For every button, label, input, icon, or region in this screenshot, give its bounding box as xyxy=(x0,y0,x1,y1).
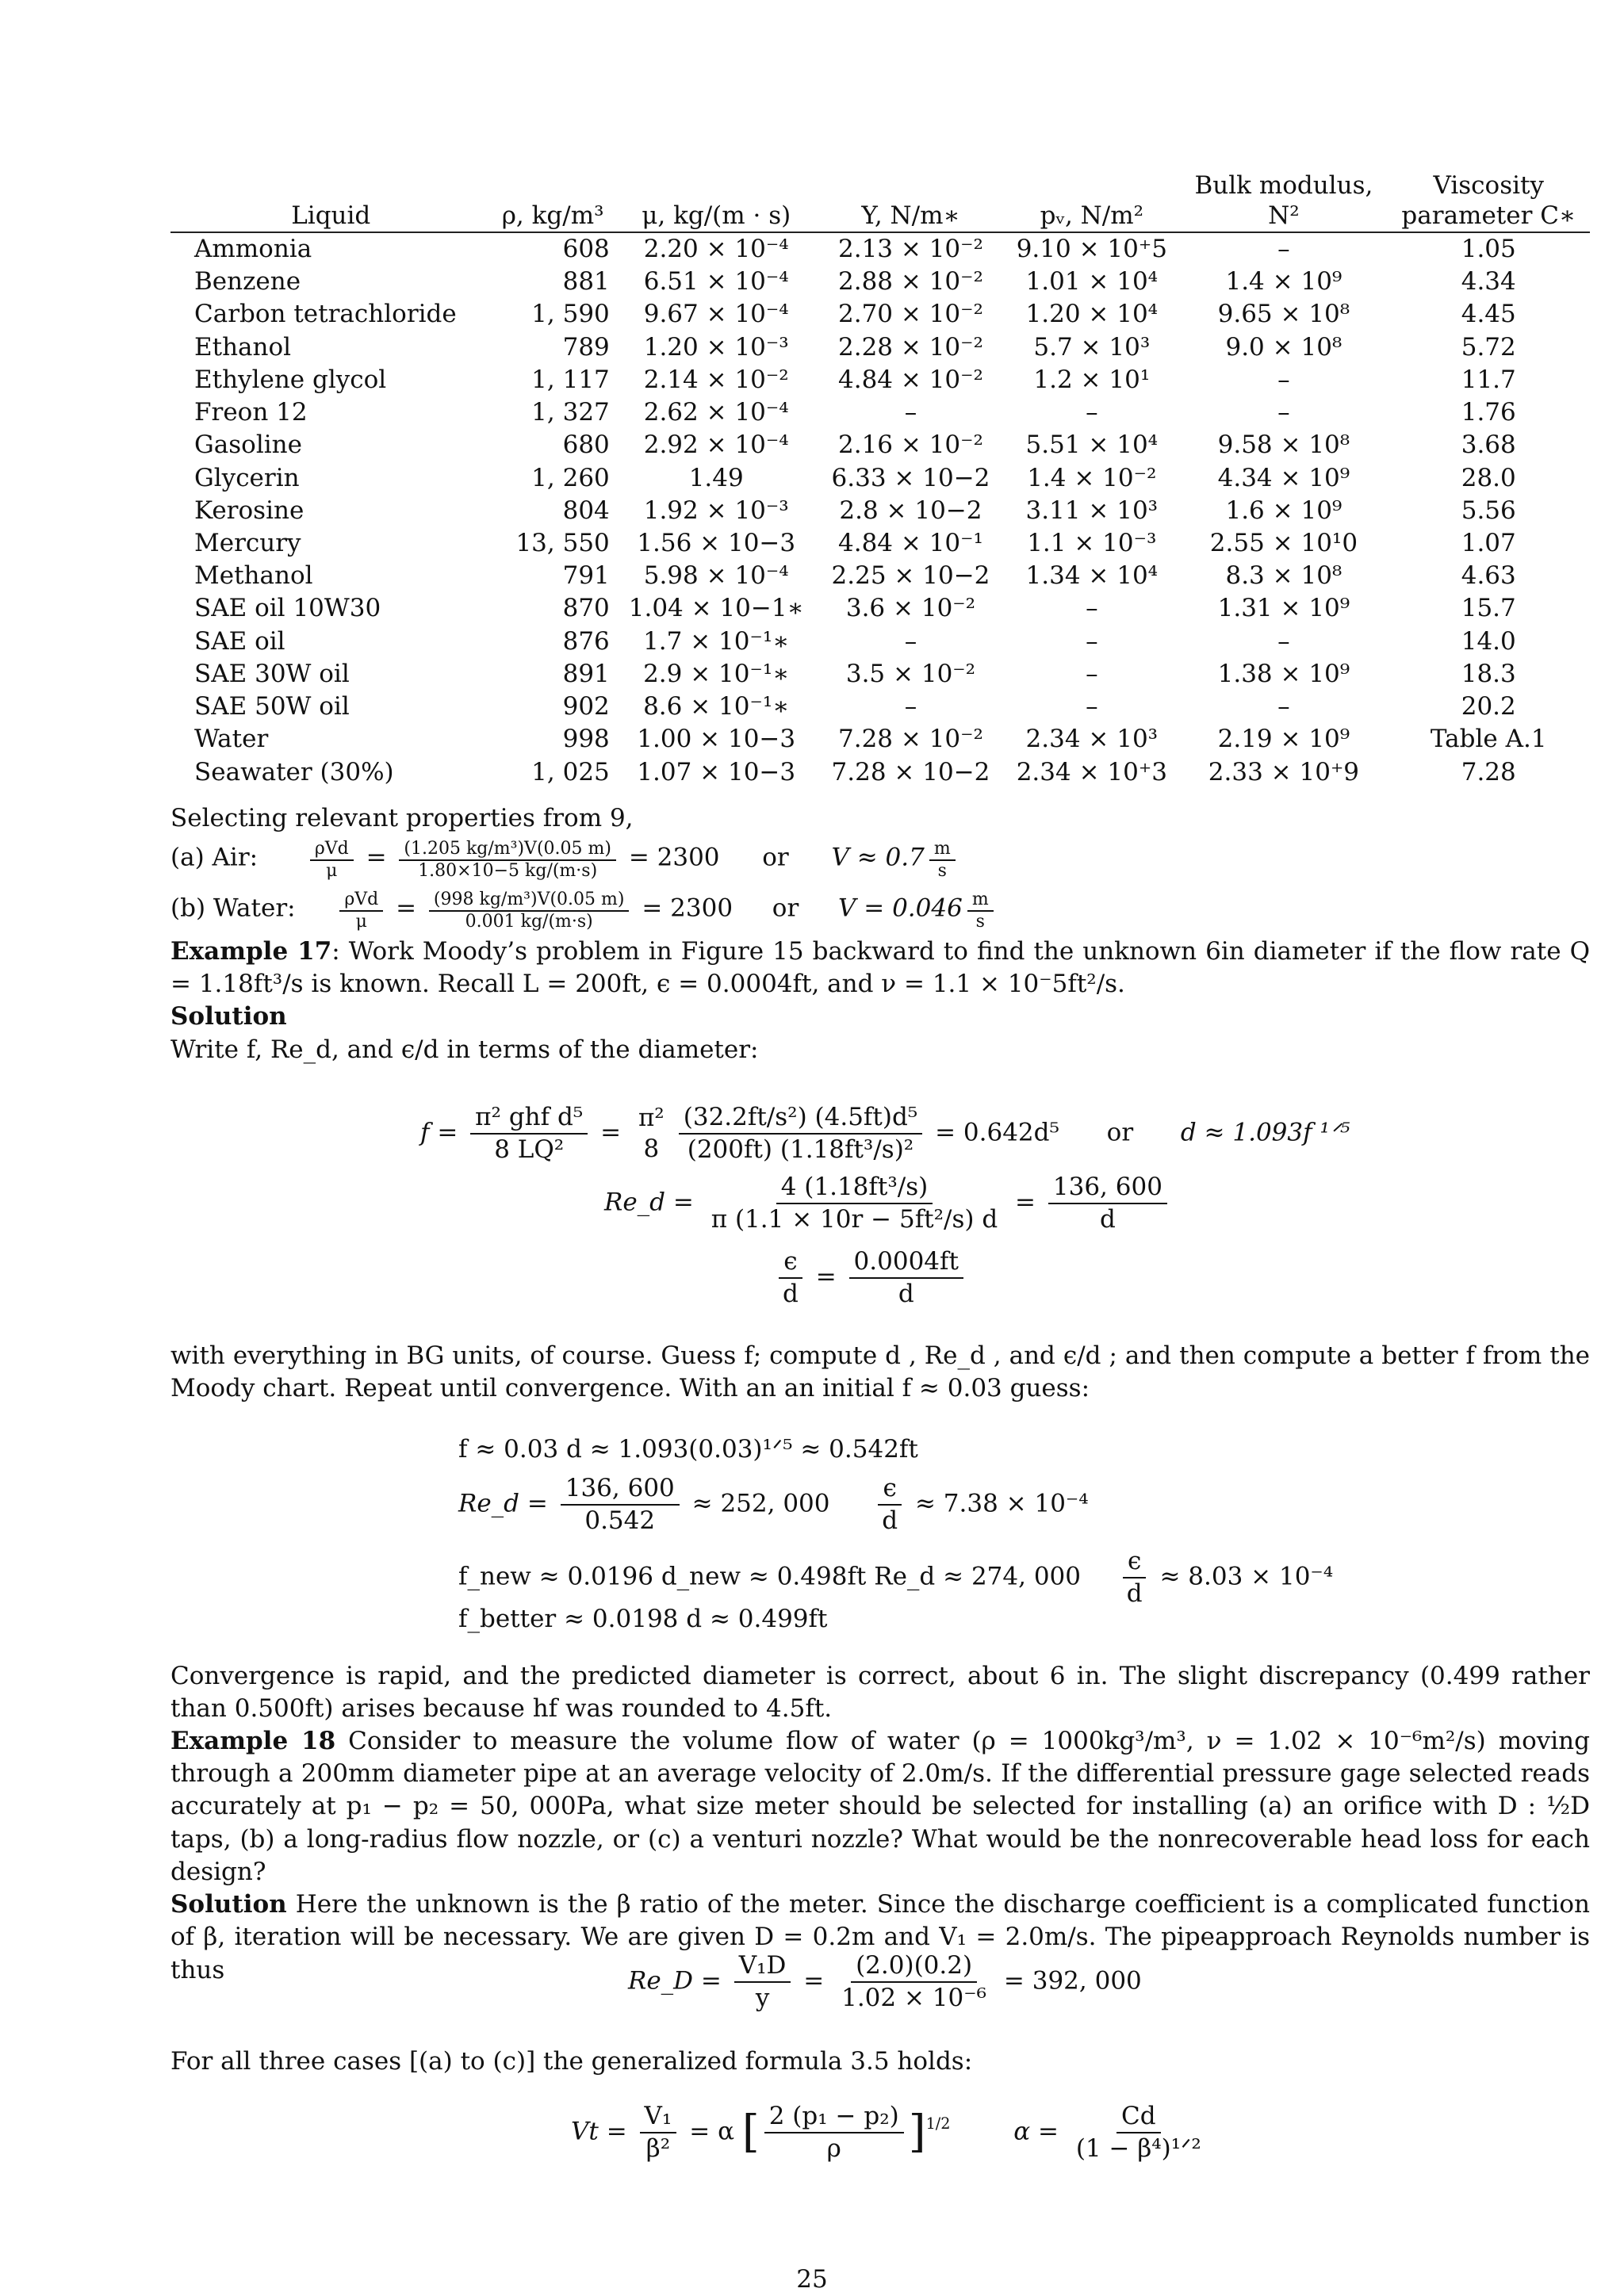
cell-rho: 1, 117 xyxy=(531,365,610,394)
cell-liquid: SAE 50W oil xyxy=(194,692,350,721)
cell-liquid: SAE oil xyxy=(194,626,285,656)
cell-y: 2.13 × 10⁻² xyxy=(838,235,983,263)
air-unit-fraction xyxy=(929,839,956,882)
header-liquid: Liquid xyxy=(291,201,371,231)
cell-pv: 2.34 × 10³ xyxy=(1025,725,1159,754)
reynolds-D-equation: Re_D = $\frac{\text{V₁D}}{y}$ = $\frac{(2.0)(0.2)}{\text{1.02 × 10⁻⁶}}$ = 392, 000 xyxy=(628,1951,1142,2012)
eps-fraction-2 xyxy=(849,1246,963,1310)
cell-visc: 14.0 xyxy=(1461,626,1516,656)
cell-bulk: – xyxy=(1277,398,1290,427)
cell-pv: 1.2 × 10¹ xyxy=(1033,365,1151,394)
header-visc-line2: parameter C∗ xyxy=(1401,201,1576,231)
f-result: = 0.642d⁵ xyxy=(935,1118,1059,1147)
cell-y: 7.28 × 10−2 xyxy=(831,757,990,786)
cell-rho: 998 xyxy=(562,725,610,754)
air-equation: (a) Air: $\frac{\text{ρVd}}{\mu}$ = $\frac{\text{(1.205 kg/m³)V(0.05 m)}}{1.80\times 10-5 kg/(m\cdot s)}$ = 2300 or V ≈ 0.7 $\frac{m}{s}$ xyxy=(170,839,960,882)
header-bulk-line1: Bulk modulus, xyxy=(1194,170,1373,200)
air-result: = 2300 xyxy=(628,843,720,872)
table-row xyxy=(170,266,1590,298)
eps-fraction-1 xyxy=(778,1246,803,1310)
cell-pv: 2.34 × 10⁺3 xyxy=(1016,757,1167,786)
cell-pv: – xyxy=(1086,626,1098,656)
cell-visc: 11.7 xyxy=(1461,365,1516,394)
header-bulk-line2: N² xyxy=(1268,201,1300,231)
air-unit-den: s xyxy=(937,861,947,882)
table-row xyxy=(170,626,1590,658)
cell-pv: 1.1 × 10⁻³ xyxy=(1027,528,1157,557)
table-row xyxy=(170,723,1590,756)
cell-rho: 789 xyxy=(562,332,610,362)
water-rvd-num: ρVd xyxy=(339,890,383,912)
it3-text: f_new ≈ 0.0196 d_new ≈ 0.498ft Re_d ≈ 274, 000 xyxy=(458,1562,1081,1591)
air-rvd-den: μ xyxy=(326,861,338,882)
f-fraction-1 xyxy=(470,1102,588,1165)
cell-y: 2.8 × 10−2 xyxy=(839,496,982,525)
vt-fraction xyxy=(640,2101,677,2164)
f-d-relation: d ≈ 1.093f ¹ᐟ⁵ xyxy=(1180,1118,1350,1147)
cell-bulk: – xyxy=(1277,235,1290,263)
table-row xyxy=(170,592,1590,625)
liquid-properties-table xyxy=(170,166,1590,789)
table-row xyxy=(170,527,1590,560)
cell-y: 2.28 × 10⁻² xyxy=(838,332,983,362)
cell-pv: – xyxy=(1086,398,1098,427)
table-row xyxy=(170,298,1590,331)
cell-mu: 1.20 × 10⁻³ xyxy=(643,332,789,362)
cell-bulk: 2.33 × 10⁺9 xyxy=(1208,757,1360,786)
cell-mu: 2.14 × 10⁻² xyxy=(643,365,789,394)
cell-pv: 5.7 × 10³ xyxy=(1033,332,1151,362)
f-lhs: f = xyxy=(420,1118,458,1147)
cell-visc: 4.63 xyxy=(1461,561,1516,591)
cell-pv: 1.01 × 10⁴ xyxy=(1025,267,1159,297)
cell-bulk: 9.0 × 10⁸ xyxy=(1225,332,1342,362)
cell-rho: 804 xyxy=(562,496,610,525)
vt-num: V₁ xyxy=(640,2101,677,2133)
cell-pv: 1.20 × 10⁴ xyxy=(1025,300,1159,329)
cell-mu: 1.04 × 10−1∗ xyxy=(628,594,804,623)
example-17-title: Example 17 xyxy=(170,937,332,966)
cell-pv: 1.4 × 10⁻² xyxy=(1027,463,1157,492)
cell-liquid: Glycerin xyxy=(194,463,300,492)
air-label: (a) Air: xyxy=(170,843,259,872)
vt-den: β² xyxy=(645,2133,671,2163)
red-den: y xyxy=(755,1983,770,2012)
cell-mu: 2.62 × 10⁻⁴ xyxy=(643,398,789,427)
f-pre-num: π² xyxy=(638,1104,665,1132)
it2-den: 0.542 xyxy=(584,1506,656,1535)
cell-y: – xyxy=(904,692,917,721)
red-num: V₁D xyxy=(734,1950,791,1983)
cell-liquid: Water xyxy=(194,725,269,754)
cell-y: – xyxy=(904,398,917,427)
cell-mu: 1.07 × 10−3 xyxy=(637,757,796,786)
vt-bnum: 2 (p₁ − p₂) xyxy=(764,2101,904,2133)
cell-rho: 680 xyxy=(562,430,610,460)
re-lhs: Re_d = xyxy=(604,1188,694,1217)
red-den2: 1.02 × 10⁻⁶ xyxy=(841,1983,987,2012)
eps-num: ϵ xyxy=(779,1246,802,1279)
cell-liquid: Ammonia xyxy=(194,235,312,263)
table-row xyxy=(170,756,1590,789)
bg-units-paragraph: with everything in BG units, of course. Guess f; compute d , Re_d , and ϵ/d ; and then compute a better f from the Moody chart. Repeat until convergence. With an an initial f ≈ 0.03 guess: xyxy=(170,1341,1590,1403)
table-row xyxy=(170,429,1590,461)
cell-bulk: 4.34 × 10⁹ xyxy=(1217,463,1350,492)
header-bulk xyxy=(1180,166,1387,232)
cell-mu: 1.7 × 10⁻¹∗ xyxy=(643,626,790,656)
cell-bulk: 1.38 × 10⁹ xyxy=(1217,659,1350,688)
example-18-body: Consider to measure the volume flow of water (ρ = 1000kg³/m³, ν = 1.02 × 10⁻⁶m²/s) moving through a 200mm diameter pipe at an average velocity of 2.0m/s. If the differential pressure gage selected reads accurately at p₁ − p₂ = 50, 000Pa, what size meter should be selected for installing (a) an orifice with D : ½D taps, (b) a long-radius flow nozzle, or (c) a venturi nozzle? What would be the nonrecoverable head loss for each design? xyxy=(170,1727,1590,1886)
it2-lhs: Re_d = xyxy=(458,1489,548,1518)
header-pv: pᵥ, N/m² xyxy=(1040,201,1144,231)
cell-rho: 1, 025 xyxy=(531,757,610,786)
header-y: Y, N/m∗ xyxy=(861,201,960,231)
air-value-fraction xyxy=(399,839,616,882)
re-fraction-2 xyxy=(1048,1172,1167,1235)
iteration-2 xyxy=(458,1473,1089,1536)
it2-eps-fraction xyxy=(877,1473,902,1536)
it2-fraction xyxy=(561,1473,680,1536)
water-unit-fraction xyxy=(967,890,994,933)
cell-pv: – xyxy=(1086,659,1098,688)
water-equation: (b) Water: $\frac{\text{ρVd}}{\mu}$ = $\frac{\text{(998 kg/m³)V(0.05 m)}}{0.001 kg/(m\cdot s)}$ = 2300 or V = 0.046 $\frac{m}{s}$ xyxy=(170,890,998,933)
cell-y: 2.25 × 10−2 xyxy=(831,561,990,591)
cell-mu: 1.49 xyxy=(688,463,744,492)
vt-alpha: = α xyxy=(689,2117,734,2146)
cell-liquid: Benzene xyxy=(194,267,301,297)
it2-result: ≈ 252, 000 xyxy=(691,1489,830,1518)
re-fraction-1 xyxy=(707,1172,1002,1235)
re-den: π (1.1 × 10r − 5ft²/s) d xyxy=(710,1204,998,1234)
cell-y: 2.70 × 10⁻² xyxy=(838,300,983,329)
red-lhs: Re_D = xyxy=(628,1966,722,1996)
water-rvd-den: μ xyxy=(355,912,367,932)
for-all-cases-line: For all three cases [(a) to (c)] the generalized formula 3.5 holds: xyxy=(170,2047,973,2076)
cell-mu: 1.56 × 10−3 xyxy=(637,528,796,557)
table-row xyxy=(170,396,1590,429)
page-number: 25 xyxy=(796,2265,828,2294)
cell-pv: 9.10 × 10⁺5 xyxy=(1016,235,1167,263)
it3-eps-fraction xyxy=(1122,1546,1147,1609)
cell-rho: 1, 327 xyxy=(531,398,610,427)
cell-y: 3.5 × 10⁻² xyxy=(845,659,976,688)
table-row xyxy=(170,462,1590,495)
cell-y: 7.28 × 10⁻² xyxy=(838,725,983,754)
cell-liquid: SAE 30W oil xyxy=(194,659,350,688)
friction-equation: f = $\frac{\text{π² ghf d⁵}}{\text{8 LQ²}}$ = π² 8 $\frac{\text{(32.2ft/s²) (4.5ft)d⁵}}{\text{(200ft) (1.18ft³/s)²}}$ = 0.642d⁵ or d ≈ 1.093f ¹ᐟ⁵ xyxy=(420,1103,1350,1164)
vt-exponent: 1/2 xyxy=(925,2114,951,2133)
example-18-solution-body: Here the unknown is the β ratio of the meter. Since the discharge coefficient is a complicated function of β, iteration will be necessary. We are given D = 0.2m and V₁ = 2.0m/s. The pipeapproach Reynolds number is thus xyxy=(170,1890,1590,1984)
re-den2: d xyxy=(1099,1204,1116,1234)
cell-bulk: 2.55 × 10¹0 xyxy=(1209,528,1358,557)
f-frac2-num: (32.2ft/s²) (4.5ft)d⁵ xyxy=(679,1102,922,1135)
cell-bulk: 9.65 × 10⁸ xyxy=(1217,300,1350,329)
table-row xyxy=(170,495,1590,527)
cell-rho: 1, 590 xyxy=(531,300,610,329)
cell-y: 2.16 × 10⁻² xyxy=(838,430,983,460)
cell-bulk: – xyxy=(1277,365,1290,394)
cell-pv: 1.34 × 10⁴ xyxy=(1025,561,1159,591)
iteration-3 xyxy=(458,1546,1333,1609)
it2-eps-den: d xyxy=(882,1506,898,1535)
cell-visc: 1.07 xyxy=(1461,528,1516,557)
air-rvd-num: ρVd xyxy=(310,839,354,861)
cell-visc: 18.3 xyxy=(1461,659,1516,688)
air-rvd-fraction xyxy=(310,839,354,882)
selecting-line: Selecting relevant properties from 9, xyxy=(170,804,634,832)
cell-visc: 3.68 xyxy=(1461,430,1516,460)
it2-eps-num: ϵ xyxy=(878,1473,901,1506)
water-rvd-fraction xyxy=(339,890,383,933)
table-row xyxy=(170,232,1590,266)
alpha-lhs: α = xyxy=(1013,2117,1059,2146)
example-17-write-line: Write f, Re_d, and ϵ/d in terms of the diameter: xyxy=(170,1035,759,1064)
cell-liquid: SAE oil 10W30 xyxy=(194,594,381,623)
cell-mu: 9.67 × 10⁻⁴ xyxy=(643,300,789,329)
cell-y: 4.84 × 10⁻² xyxy=(838,365,983,394)
red-num2: (2.0)(0.2) xyxy=(851,1950,977,1983)
cell-liquid: Ethylene glycol xyxy=(194,365,387,394)
cell-rho: 891 xyxy=(562,659,610,688)
cell-liquid: Methanol xyxy=(194,561,313,591)
table-body xyxy=(170,232,1590,789)
alpha-num: Cd xyxy=(1116,2101,1161,2133)
table-header-row xyxy=(170,166,1590,232)
eps-num2: 0.0004ft xyxy=(849,1246,963,1279)
table-row xyxy=(170,331,1590,364)
cell-liquid: Carbon tetrachloride xyxy=(194,300,457,329)
cell-visc: 15.7 xyxy=(1461,594,1516,623)
cell-visc: 7.28 xyxy=(1461,757,1516,786)
example-17-solution-heading: Solution xyxy=(170,1002,287,1031)
header-visc xyxy=(1388,166,1591,232)
cell-mu: 1.92 × 10⁻³ xyxy=(643,496,789,525)
water-velocity: V = 0.046 xyxy=(838,894,963,923)
water-or: or xyxy=(772,894,799,923)
table-row xyxy=(170,560,1590,592)
example-18-title: Example 18 xyxy=(170,1727,336,1755)
cell-bulk: – xyxy=(1277,626,1290,656)
water-unit-den: s xyxy=(975,912,985,932)
table-row xyxy=(170,658,1590,691)
f-frac1-den: 8 LQ² xyxy=(494,1135,565,1164)
cell-y: 3.6 × 10⁻² xyxy=(845,594,976,623)
roughness-equation: $\frac{\epsilon}{d}$ = $\frac{0.0004ft}{d}$ xyxy=(773,1246,968,1310)
air-unit-num: m xyxy=(929,839,956,861)
cell-rho: 881 xyxy=(562,267,610,297)
cell-visc: 5.56 xyxy=(1461,496,1516,525)
water-unit-num: m xyxy=(967,890,994,912)
example-17-body: : Work Moody’s problem in Figure 15 backward to find the unknown 6in diameter if the flow rate Q = 1.18ft³/s is known. Recall L = 200ft, ϵ = 0.0004ft, and ν = 1.1 × 10⁻5ft²/s. xyxy=(170,937,1590,999)
eps-den: d xyxy=(783,1279,799,1308)
cell-liquid: Freon 12 xyxy=(194,398,308,427)
cell-visc: 4.34 xyxy=(1461,267,1516,297)
cell-visc: Table A.1 xyxy=(1430,725,1547,754)
cell-bulk: 2.19 × 10⁹ xyxy=(1217,725,1350,754)
cell-mu: 1.00 × 10−3 xyxy=(637,725,796,754)
cell-rho: 791 xyxy=(562,561,610,591)
cell-y: – xyxy=(904,626,917,656)
air-or: or xyxy=(762,843,789,872)
cell-liquid: Gasoline xyxy=(194,430,302,460)
red-fraction-2 xyxy=(837,1950,991,2014)
f-fraction-2 xyxy=(679,1102,922,1165)
cell-mu: 2.92 × 10⁻⁴ xyxy=(643,430,789,460)
cell-bulk: 1.31 × 10⁹ xyxy=(1217,594,1350,623)
re-num: 4 (1.18ft³/s) xyxy=(776,1172,933,1204)
cell-y: 6.33 × 10−2 xyxy=(831,463,990,492)
iteration-4: f_better ≈ 0.0198 d ≈ 0.499ft xyxy=(458,1605,828,1633)
cell-visc: 1.05 xyxy=(1461,235,1516,263)
cell-rho: 13, 550 xyxy=(515,528,610,557)
cell-y: 4.84 × 10⁻¹ xyxy=(838,528,983,557)
vt-lhs: Vt = xyxy=(571,2117,627,2146)
header-mu: μ, kg/(m · s) xyxy=(642,201,791,231)
f-frac2-den: (200ft) (1.18ft³/s)² xyxy=(687,1135,914,1164)
cell-bulk: 8.3 × 10⁸ xyxy=(1225,561,1342,591)
it3-eps-result: ≈ 8.03 × 10⁻⁴ xyxy=(1159,1562,1334,1591)
cell-mu: 8.6 × 10⁻¹∗ xyxy=(643,692,790,721)
cell-pv: – xyxy=(1086,594,1098,623)
air-den: 1.80×10−5 kg/(m·s) xyxy=(418,861,598,882)
cell-rho: 608 xyxy=(562,235,610,263)
water-label: (b) Water: xyxy=(170,894,296,923)
cell-bulk: 1.4 × 10⁹ xyxy=(1225,267,1342,297)
air-num: (1.205 kg/m³)V(0.05 m) xyxy=(399,839,616,861)
cell-visc: 4.45 xyxy=(1461,300,1516,329)
f-fraction-pre xyxy=(634,1103,669,1165)
cell-mu: 5.98 × 10⁻⁴ xyxy=(643,561,789,591)
water-num: (998 kg/m³)V(0.05 m) xyxy=(429,890,630,912)
it3-eps-num: ϵ xyxy=(1123,1546,1146,1578)
cell-pv: 3.11 × 10³ xyxy=(1025,496,1159,525)
vt-bracket-fraction xyxy=(764,2101,904,2164)
cell-liquid: Ethanol xyxy=(194,332,292,362)
convergence-paragraph: Convergence is rapid, and the predicted diameter is correct, about 6 in. The slight discrepancy (0.499 rather than 0.500ft) arises because hf was rounded to 4.5ft. xyxy=(170,1662,1590,1724)
alpha-fraction xyxy=(1071,2101,1206,2164)
example-18-paragraph xyxy=(170,1725,1590,1987)
header-rho: ρ, kg/m³ xyxy=(501,201,604,231)
throat-velocity-equation: Vt = $\frac{\text{V₁}}{\text{β²}}$ = α [ $\frac{\text{2 (p₁ − p₂)}}{\rho}$ ]$^{1/2}$ α = $\frac{Cd}{\text{(1 − β⁴)¹ᐟ²}}$ xyxy=(571,2101,1211,2164)
cell-visc: 1.76 xyxy=(1461,398,1516,427)
cell-y: 2.88 × 10⁻² xyxy=(838,267,983,297)
cell-rho: 1, 260 xyxy=(531,463,610,492)
cell-visc: 28.0 xyxy=(1461,463,1516,492)
cell-bulk: – xyxy=(1277,692,1290,721)
f-or: or xyxy=(1106,1118,1134,1147)
water-value-fraction xyxy=(429,890,630,933)
vt-bden: ρ xyxy=(826,2133,841,2163)
it2-num: 136, 600 xyxy=(561,1473,680,1506)
cell-bulk: 9.58 × 10⁸ xyxy=(1217,430,1350,460)
cell-liquid: Kerosine xyxy=(194,496,304,525)
it2-eps-result: ≈ 7.38 × 10⁻⁴ xyxy=(914,1489,1089,1518)
cell-bulk: 1.6 × 10⁹ xyxy=(1225,496,1342,525)
cell-liquid: Seawater (30%) xyxy=(194,757,394,786)
water-den: 0.001 kg/(m·s) xyxy=(465,912,593,932)
cell-visc: 20.2 xyxy=(1461,692,1516,721)
cell-mu: 2.9 × 10⁻¹∗ xyxy=(643,659,790,688)
cell-mu: 6.51 × 10⁻⁴ xyxy=(643,267,789,297)
cell-rho: 870 xyxy=(562,594,610,623)
eps-den2: d xyxy=(898,1279,914,1308)
it3-eps-den: d xyxy=(1126,1578,1143,1608)
example-17-paragraph xyxy=(170,936,1590,1066)
table-row xyxy=(170,691,1590,723)
water-result: = 2300 xyxy=(642,894,733,923)
iteration-1: f ≈ 0.03 d ≈ 1.093(0.03)¹ᐟ⁵ ≈ 0.542ft xyxy=(458,1435,918,1464)
cell-pv: 5.51 × 10⁴ xyxy=(1025,430,1159,460)
reynolds-d-equation: Re_d = $\frac{\text{4 (1.18ft³/s)}}{\text{π (1.1 × 10r − 5ft²/s) d}}$ = $\frac{136, 600}{d}$ xyxy=(604,1172,1172,1235)
f-pre-den: 8 xyxy=(643,1134,660,1163)
cell-mu: 2.20 × 10⁻⁴ xyxy=(643,235,789,263)
re-num2: 136, 600 xyxy=(1048,1172,1167,1204)
cell-visc: 5.72 xyxy=(1461,332,1516,362)
red-fraction-1 xyxy=(734,1950,791,2014)
alpha-den: (1 − β⁴)¹ᐟ² xyxy=(1075,2133,1201,2163)
table-row xyxy=(170,364,1590,396)
air-velocity: V ≈ 0.7 xyxy=(831,843,925,872)
example-18-solution-heading: Solution xyxy=(170,1890,287,1919)
cell-pv: – xyxy=(1086,692,1098,721)
red-result: = 392, 000 xyxy=(1003,1966,1142,1996)
cell-liquid: Mercury xyxy=(194,528,301,557)
f-frac1-num: π² ghf d⁵ xyxy=(470,1102,588,1135)
cell-rho: 876 xyxy=(562,626,610,656)
header-visc-line1: Viscosity xyxy=(1433,170,1544,200)
cell-rho: 902 xyxy=(562,692,610,721)
